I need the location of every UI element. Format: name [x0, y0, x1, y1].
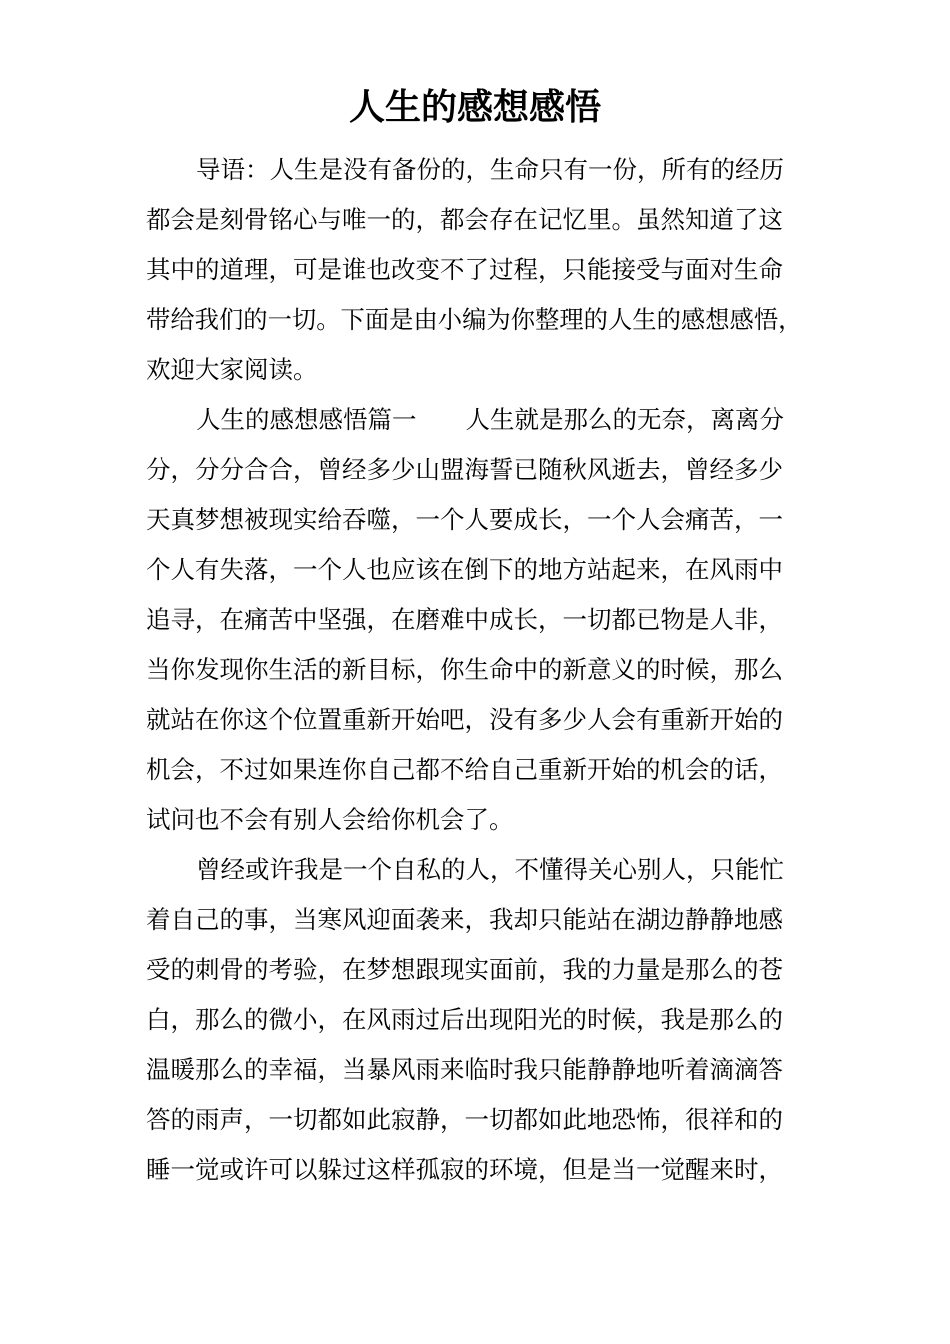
text-line: 天真梦想被现实给吞噬，一个人要成长，一个人会痛苦，一	[146, 505, 783, 534]
text-line: 导语：人生是没有备份的，生命只有一份，所有的经历	[196, 155, 784, 184]
text-line: 着自己的事，当寒风迎面袭来，我却只能站在湖边静静地感	[146, 905, 783, 934]
text-line: 其中的道理，可是谁也改变不了过程，只能接受与面对生命	[146, 255, 783, 284]
text-line: 睡一觉或许可以躲过这样孤寂的环境，但是当一觉醒来时，	[146, 1155, 783, 1184]
text-line: 个人有失落，一个人也应该在倒下的地方站起来，在风雨中	[146, 555, 783, 584]
text-line: 受的刺骨的考验，在梦想跟现实面前，我的力量是那么的苍	[146, 955, 783, 984]
text-line: 追寻，在痛苦中坚强，在磨难中成长，一切都已物是人非，	[146, 605, 783, 634]
text-line: 答的雨声，一切都如此寂静，一切都如此地恐怖，很祥和的	[146, 1105, 783, 1134]
text-line: 分，分分合合，曾经多少山盟海誓已随秋风逝去，曾经多少	[146, 455, 783, 484]
text-line: 温暖那么的幸福，当暴风雨来临时我只能静静地听着滴滴答	[146, 1055, 783, 1084]
text-line: 就站在你这个位置重新开始吧，没有多少人会有重新开始的	[146, 705, 783, 734]
text-line: 欢迎大家阅读。	[146, 355, 318, 384]
text-line: 曾经或许我是一个自私的人，不懂得关心别人，只能忙	[196, 855, 784, 884]
text-line: 都会是刻骨铭心与唯一的，都会存在记忆里。虽然知道了这	[146, 205, 783, 234]
text-line: 带给我们的一切。下面是由小编为你整理的人生的感想感悟，	[146, 305, 803, 334]
text-line: 机会，不过如果连你自己都不给自己重新开始的机会的话，	[146, 755, 783, 784]
document-title: 人生的感想感悟	[348, 86, 601, 128]
text-line: 人生的感想感悟篇一 人生就是那么的无奈，离离分	[196, 405, 784, 434]
document-body	[146, 145, 806, 1195]
text-line: 试问也不会有别人会给你机会了。	[146, 805, 514, 834]
text-line: 白，那么的微小，在风雨过后出现阳光的时候，我是那么的	[146, 1005, 783, 1034]
text-line: 当你发现你生活的新目标，你生命中的新意义的时候，那么	[146, 655, 783, 684]
